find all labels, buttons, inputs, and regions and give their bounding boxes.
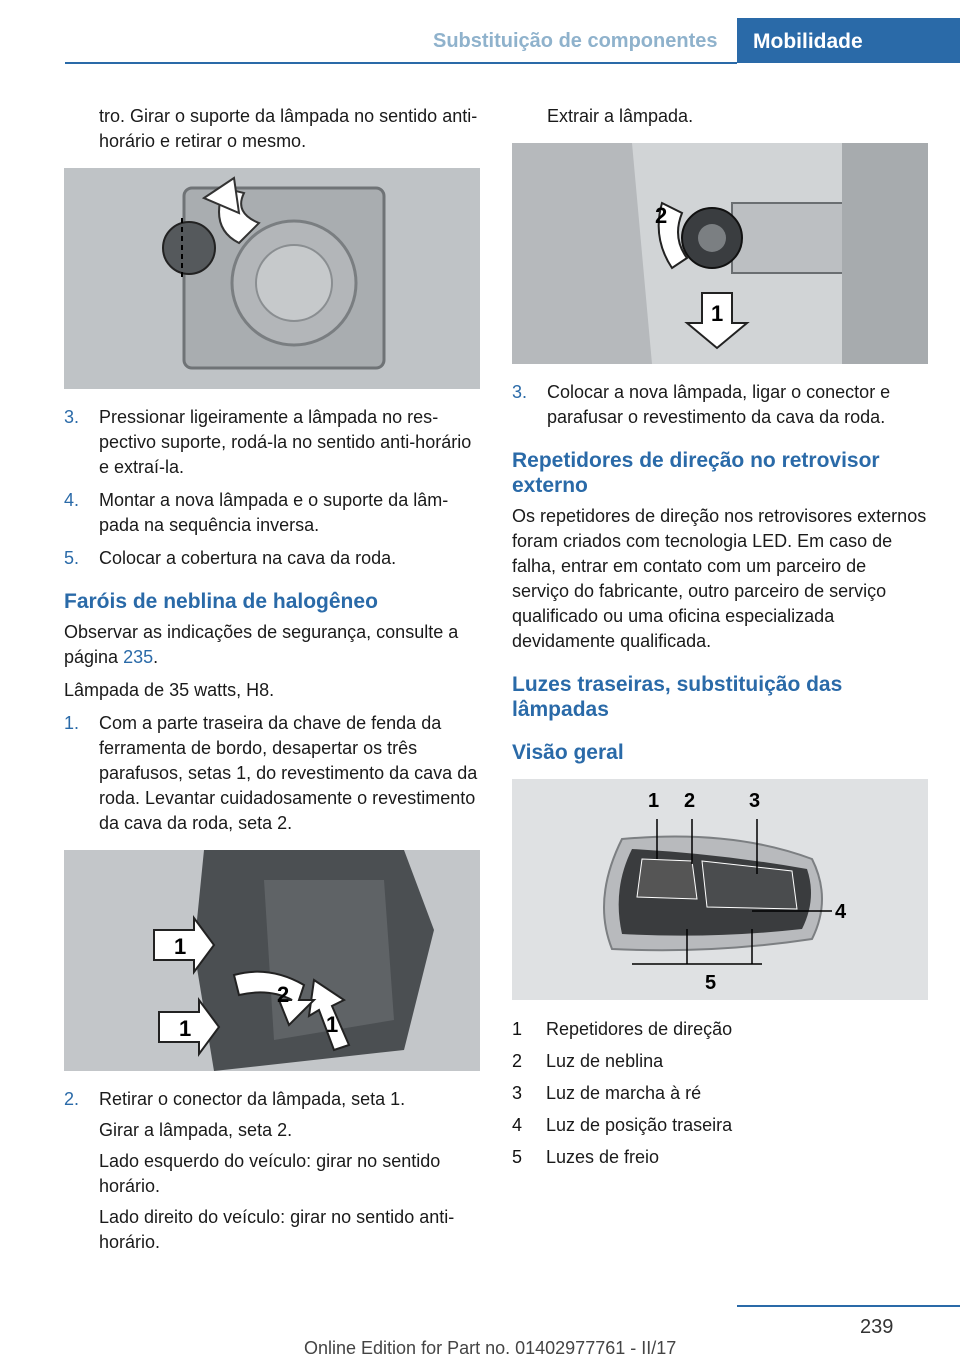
figure-bulb-holder	[64, 168, 480, 389]
step-sub-text: Lado esquerdo do veículo: girar no sentido horário.	[99, 1151, 441, 1196]
callout-label: 3	[749, 790, 761, 812]
arrow-label: 1	[174, 934, 187, 959]
step-5	[64, 546, 480, 571]
heading-fog-lights: Faróis de neblina de halogêneo	[64, 590, 378, 613]
step-3-right	[512, 380, 928, 430]
wheel-arch-illustration	[64, 850, 480, 1071]
step-list-2	[64, 711, 480, 836]
callout-label: 5	[705, 972, 717, 994]
step-text: Colocar a nova lâmpada, ligar o conector e parafusar o revestimento da cava da roda.	[547, 382, 891, 427]
step-text: Retirar o conector da lâmpada, seta 1.	[99, 1089, 406, 1109]
header-rule	[65, 62, 737, 64]
page-link[interactable]: 235	[123, 647, 154, 667]
left-column	[64, 104, 480, 1263]
step-list-3	[64, 1087, 480, 1255]
right-column	[512, 104, 928, 1170]
figure-bulb-extract	[512, 143, 928, 364]
legend-text: Repetidores de direção	[546, 1019, 733, 1039]
heading-mirror-repeaters: Repetidores de direção no retrovisor externo	[512, 449, 880, 497]
legend-text: Luz de posição traseira	[546, 1115, 733, 1135]
arrow-label: 1	[711, 301, 724, 326]
heading-overview: Visão geral	[512, 741, 624, 764]
step-2	[64, 1087, 480, 1255]
step-text: Pressionar ligeiramente a lâmpada no respectivo suporte, rodá-la no sentido anti-horário e extraí-la.	[99, 407, 472, 477]
step-number: 1.	[64, 713, 80, 733]
legend-number: 3	[512, 1083, 523, 1103]
step-text: Montar a nova lâmpada e o suporte da lâmpada na sequência inversa.	[99, 490, 449, 535]
arrow-label: 1	[179, 1016, 192, 1041]
footer-rule	[737, 1305, 960, 1307]
chapter-tab[interactable]: Mobilidade	[737, 18, 960, 63]
step-number: 4.	[64, 490, 80, 510]
legend-number: 1	[512, 1019, 523, 1039]
step-number: 5.	[64, 548, 80, 568]
step-sub-text: Girar a lâmpada, seta 2.	[99, 1120, 293, 1140]
step-number: 2.	[64, 1089, 80, 1109]
heading-tail-lights: Luzes traseiras, substituição das lâmpadas	[512, 673, 843, 721]
legend-list	[512, 1016, 928, 1170]
legend-text: Luz de marcha à ré	[546, 1083, 702, 1103]
callout-label: 4	[835, 901, 847, 923]
tail-light-illustration	[512, 779, 928, 1000]
arrow-label: 2	[277, 982, 290, 1007]
arrow-label: 2	[655, 203, 668, 228]
bulb-holder-illustration	[64, 168, 480, 389]
lamp-spec: Lâmpada de 35 watts, H8.	[64, 680, 275, 700]
extract-text: Extrair a lâmpada.	[547, 106, 694, 126]
figure-wheel-arch	[64, 850, 480, 1071]
step-sub-text: Lado direito do veículo: girar no sentido anti-horário.	[99, 1207, 455, 1252]
step-text: Colocar a cobertura na cava da roda.	[99, 548, 397, 568]
section-title: Substituição de componentes	[433, 30, 718, 52]
step-list-right	[512, 380, 928, 430]
legend-text: Luzes de freio	[546, 1147, 660, 1167]
repeaters-text: Os repetidores de direção nos retrovisores externos foram criados com tecnologia LED. Em caso de falha, entrar em contato com um parceiro de serviço do fabricante, outro parceiro de serviço qualificado ou uma oficina especializada devidamente qualificada.	[512, 506, 927, 651]
step-number: 3.	[512, 382, 528, 402]
legend-number: 5	[512, 1147, 523, 1167]
legend-number: 2	[512, 1051, 523, 1071]
callout-label: 2	[684, 790, 696, 812]
safety-note: Observar as indicações de segurança, consulte a página 235.	[64, 622, 459, 667]
legend-number: 4	[512, 1115, 523, 1135]
arrow-label: 1	[326, 1012, 339, 1037]
step-number: 3.	[64, 407, 80, 427]
step-4	[64, 488, 480, 538]
legend-text: Luz de neblina	[546, 1051, 664, 1071]
bulb-extract-illustration	[512, 143, 928, 364]
callout-label: 1	[648, 790, 660, 812]
online-edition: Online Edition for Part no. 01402977761 - II/17	[304, 1338, 677, 1358]
figure-tail-light	[512, 779, 928, 1000]
step-1	[64, 711, 480, 836]
step-text: Com a parte traseira da chave de fenda da ferramenta de bordo, desapertar os três parafusos, setas 1, do revestimento da cava da roda. Levantar cuidadosamente o revestimento da cava da roda, seta 2.	[99, 713, 478, 833]
continued-text: tro. Girar o suporte da lâmpada no sentido anti-horário e retirar o mesmo.	[99, 106, 478, 151]
step-3	[64, 405, 480, 480]
step-list-1	[64, 405, 480, 571]
page-number: 239	[860, 1316, 894, 1338]
